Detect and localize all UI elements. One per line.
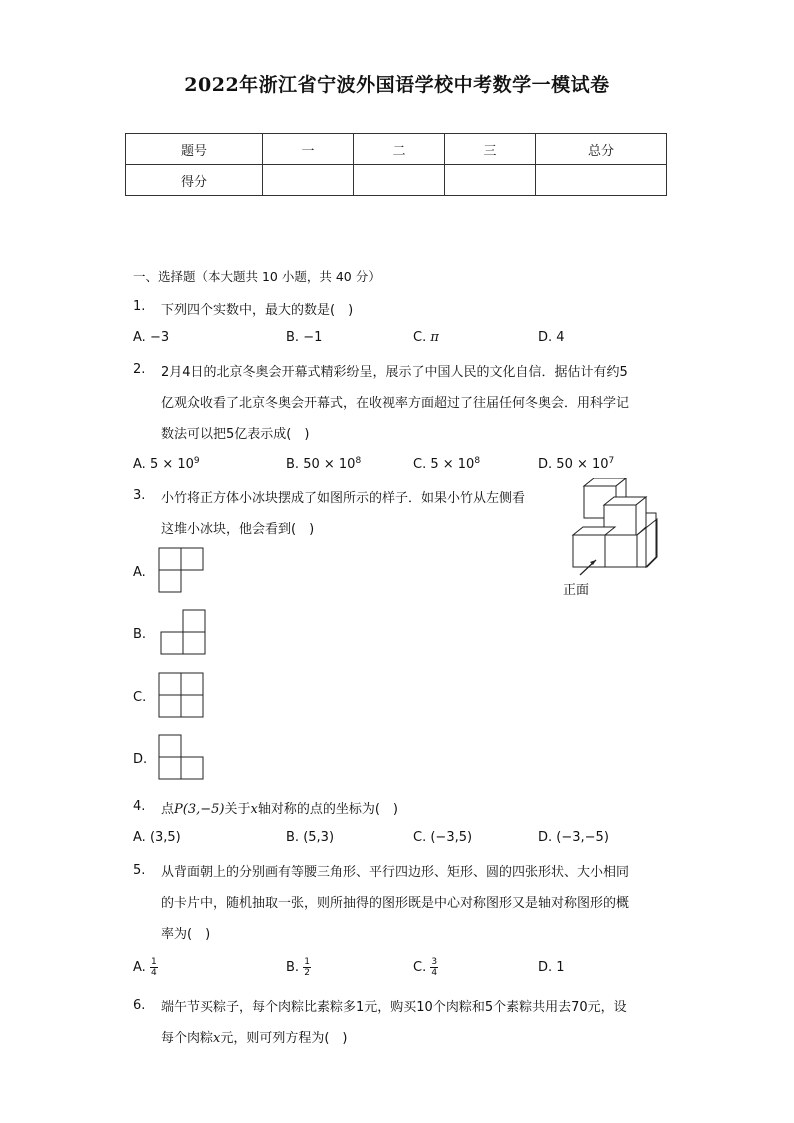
option-a[interactable]: A. $5 \times 10^9$ [133,456,200,472]
option-d[interactable]: D. 1 [538,960,565,975]
question-text-line: 从背面朝上的分别画有等腰三角形、平行四边形、矩形、圆的四张形状、大小相同 [161,865,630,880]
section-heading: 一、选择题（本大题共 10 小题，共 40 分） [133,269,381,284]
option-c[interactable]: C. π [413,330,439,345]
score-cell[interactable] [536,165,667,196]
question-number: 1. [133,299,146,314]
option-a[interactable]: A. (3,5) [133,830,181,845]
option-d-view-figure [158,734,206,782]
header-cell: 二 [354,134,445,165]
row-label-cell: 得分 [126,165,263,196]
score-table [125,133,667,196]
question-text: 下列四个实数中，最大的数是( ) [161,303,354,318]
score-cell[interactable] [354,165,445,196]
option-d[interactable]: D. [133,752,148,767]
option-a[interactable]: A. [133,565,146,580]
option-a[interactable]: A. −3 [133,330,170,345]
question-text-line: 2月4日的北京冬奥会开幕式精彩纷呈，展示了中国人民的文化自信．据估计有约5 [161,365,628,380]
option-c[interactable]: C. (−3,5) [413,830,473,845]
score-table-score-row [126,165,667,196]
page-title: 2022年浙江省宁波外国语学校中考数学一模试卷 [184,74,610,96]
option-d[interactable]: D. 4 [538,330,565,345]
option-d[interactable]: D. $50 \times 10^7$ [538,456,615,472]
question-text-line: 数法可以把5亿表示成( ) [161,427,310,442]
score-cell[interactable] [445,165,536,196]
header-cell: 三 [445,134,536,165]
question-number: 3. [133,488,146,503]
question-number: 2. [133,362,146,377]
question-text-line: 亿观众收看了北京冬奥会开幕式，在收视率方面超过了往届任何冬奥会．用科学记 [161,396,630,411]
option-c[interactable]: C. $\frac{3}{4}$ [413,957,438,978]
option-a[interactable]: A. $\frac{1}{4}$ [133,957,157,978]
option-d[interactable]: D. (−3,−5) [538,830,609,845]
option-c-view-figure [158,672,206,720]
question-number: 6. [133,998,146,1013]
option-b[interactable]: B. $\frac{1}{2}$ [286,957,310,978]
score-cell[interactable] [263,165,354,196]
header-cell: 总分 [536,134,667,165]
question-number: 5. [133,863,146,878]
option-b-view-figure [160,609,208,657]
option-b[interactable]: B. −1 [286,330,323,345]
question-text: 点P(3,−5)关于x轴对称的点的坐标为( ) [161,802,398,817]
option-b[interactable]: B. $50 \times 10^8$ [286,456,362,472]
header-cell: 一 [263,134,354,165]
figure-label: 正面 [563,583,590,598]
option-b[interactable]: B. (5,3) [286,830,335,845]
option-b[interactable]: B. [133,627,147,642]
question-text-line: 这堆小冰块，他会看到( ) [161,522,315,537]
option-c[interactable]: C. [133,690,147,705]
option-a-view-figure [158,547,206,595]
option-c[interactable]: C. $5 \times 10^8$ [413,456,481,472]
question-text-line: 率为( ) [161,927,211,942]
question-text-line: 每个肉粽x元，则可列方程为( ) [161,1031,348,1046]
question-text-line: 小竹将正方体小冰块摆成了如图所示的样子．如果小竹从左侧看 [161,491,526,506]
question-text-line: 的卡片中，随机抽取一张，则所抽得的图形既是中心对称图形又是轴对称图形的概 [161,896,630,911]
header-cell: 题号 [126,134,263,165]
question-number: 4. [133,799,146,814]
question-text-line: 端午节买粽子，每个肉粽比素粽多1元，购买10个肉粽和5个素粽共用去70元，设 [161,1000,627,1015]
score-table-header-row [126,134,667,165]
